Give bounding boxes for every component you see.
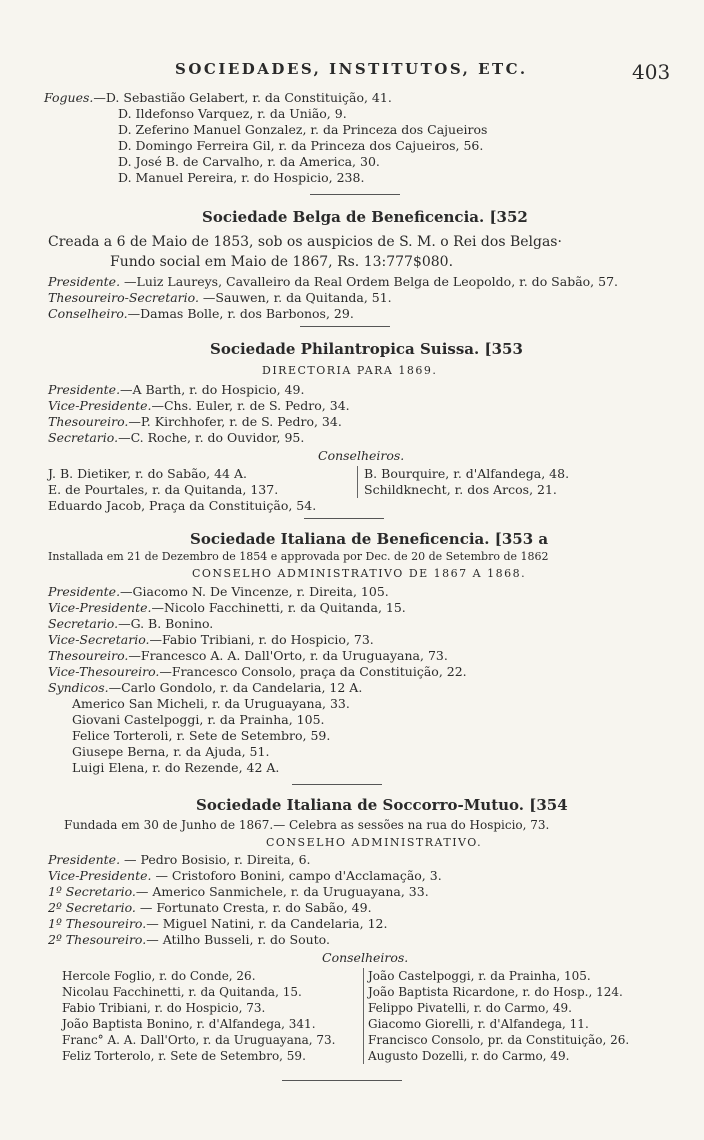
- officer-line: Thesoureiro-Secretario. —Sauwen, r. da Quitanda, 51.: [48, 290, 392, 305]
- council-member: Augusto Dozelli, r. do Carmo, 49.: [368, 1049, 570, 1063]
- officer-line: Syndicos.—Carlo Gondolo, r. da Candelaria, 12 A.: [48, 680, 363, 695]
- officer-line: Vice-Thesoureiro.—Francesco Consolo, praça da Constituição, 22.: [48, 664, 467, 679]
- council-label: Conselheiros.: [322, 950, 409, 965]
- section-rule: [292, 784, 382, 785]
- council-member: Eduardo Jacob, Praça da Constituição, 54.: [48, 498, 317, 513]
- officer-line: Vice-Presidente.—Chs. Euler, r. de S. Pedro, 34.: [48, 398, 350, 413]
- syndico-line: Giusepe Berna, r. da Ajuda, 51.: [72, 744, 270, 759]
- section-title: Sociedade Italiana de Soccorro-Mutuo. [354: [196, 796, 568, 814]
- syndico-line: Felice Torteroli, r. Sete de Setembro, 59.: [72, 728, 331, 743]
- council-member: Franc° A. A. Dall'Orto, r. da Uruguayana, 73.: [62, 1033, 336, 1047]
- officer-line: Secretario.—G. B. Bonino.: [48, 616, 214, 631]
- officer-line: Vice-Presidente.—Nicolo Facchinetti, r. da Quitanda, 15.: [48, 600, 406, 615]
- council-member: Hercole Foglio, r. do Conde, 26.: [62, 969, 256, 983]
- section-intro: Creada a 6 de Maio de 1853, sob os auspicios de S. M. o Rei dos Belgas·: [48, 234, 562, 250]
- officer-line: Vice-Presidente. — Cristoforo Bonini, campo d'Acclamação, 3.: [48, 868, 442, 883]
- entry-line: D. Domingo Ferreira Gil, r. da Princeza dos Cajueiros, 56.: [118, 138, 484, 153]
- entry-line: D. Manuel Pereira, r. do Hospicio, 238.: [118, 170, 365, 185]
- council-member: E. de Pourtales, r. da Quitanda, 137.: [48, 482, 279, 497]
- council-member: Felippo Pivatelli, r. do Carmo, 49.: [368, 1001, 572, 1015]
- officer-line: Vice-Secretario.—Fabio Tribiani, r. do Hospicio, 73.: [48, 632, 374, 647]
- officer-line: 1º Secretario.— Americo Sanmichele, r. da Uruguayana, 33.: [48, 884, 429, 899]
- entry-line: Fogues.—D. Sebastião Gelabert, r. da Constituição, 41.: [44, 90, 392, 105]
- council-member: Giacomo Giorelli, r. d'Alfandega, 11.: [368, 1017, 589, 1031]
- officer-line: Conselheiro.—Damas Bolle, r. dos Barbonos, 29.: [48, 306, 354, 321]
- officer-line: Secretario.—C. Roche, r. do Ouvidor, 95.: [48, 430, 305, 445]
- officer-line: 2º Secretario. — Fortunato Cresta, r. do Sabão, 49.: [48, 900, 372, 915]
- section-subtitle: CONSELHO ADMINISTRATIVO.: [266, 836, 483, 849]
- section-rule: [304, 518, 384, 519]
- section-intro: Fundada em 30 de Junho de 1867.— Celebra as sessões na rua do Hospicio, 73.: [64, 818, 550, 832]
- entry-line: D. José B. de Carvalho, r. da America, 30.: [118, 154, 380, 169]
- officer-line: Presidente.—A Barth, r. do Hospicio, 49.: [48, 382, 305, 397]
- council-member: B. Bourquire, r. d'Alfandega, 48.: [364, 466, 570, 481]
- officer-line: Thesoureiro.—Francesco A. A. Dall'Orto, r. da Uruguayana, 73.: [48, 648, 448, 663]
- officer-line: 1º Thesoureiro.— Miguel Natini, r. da Candelaria, 12.: [48, 916, 388, 931]
- section-subtitle: DIRECTORIA PARA 1869.: [262, 364, 438, 377]
- council-member: Fabio Tribiani, r. do Hospicio, 73.: [62, 1001, 266, 1015]
- syndico-line: Giovani Castelpoggi, r. da Prainha, 105.: [72, 712, 325, 727]
- council-member: Nicolau Facchinetti, r. da Quitanda, 15.: [62, 985, 302, 999]
- officer-line: Thesoureiro.—P. Kirchhofer, r. de S. Pedro, 34.: [48, 414, 342, 429]
- section-rule: [282, 1080, 402, 1081]
- section-title: Sociedade Italiana de Beneficencia. [353 a: [190, 530, 549, 548]
- page-header: SOCIEDADES, INSTITUTOS, ETC.: [175, 60, 528, 78]
- council-member: João Castelpoggi, r. da Prainha, 105.: [368, 969, 591, 983]
- section-rule: [300, 326, 390, 327]
- column-divider: [363, 968, 364, 1064]
- entry-line: D. Zeferino Manuel Gonzalez, r. da Princeza dos Cajueiros: [118, 122, 488, 137]
- officer-line: Presidente. —Luiz Laureys, Cavalleiro da Real Ordem Belga de Leopoldo, r. do Sabão, 57.: [48, 274, 619, 289]
- syndico-line: Luigi Elena, r. do Rezende, 42 A.: [72, 760, 280, 775]
- officer-line: Presidente.—Giacomo N. De Vincenze, r. Direita, 105.: [48, 584, 389, 599]
- column-divider: [357, 466, 358, 498]
- page-number: 403: [632, 60, 671, 84]
- section-title: Sociedade Belga de Beneficencia. [352: [202, 208, 528, 226]
- council-member: João Baptista Ricardone, r. do Hosp., 124.: [368, 985, 623, 999]
- section-intro: Fundo social em Maio de 1867, Rs. 13:777$080.: [110, 254, 454, 270]
- council-label: Conselheiros.: [318, 448, 405, 463]
- officer-line: 2º Thesoureiro.— Atilho Busseli, r. do Souto.: [48, 932, 330, 947]
- officer-line: Presidente. — Pedro Bosisio, r. Direita, 6.: [48, 852, 311, 867]
- syndico-line: Americo San Micheli, r. da Uruguayana, 33.: [72, 696, 350, 711]
- section-intro: Installada em 21 de Dezembro de 1854 e approvada por Dec. de 20 de Setembro de 1862: [48, 550, 549, 563]
- council-member: J. B. Dietiker, r. do Sabão, 44 A.: [48, 466, 247, 481]
- section-subtitle: CONSELHO ADMINISTRATIVO DE 1867 A 1868.: [192, 567, 527, 580]
- section-title: Sociedade Philantropica Suissa. [353: [210, 340, 523, 358]
- section-rule: [310, 194, 400, 195]
- council-member: Francisco Consolo, pr. da Constituição, 26.: [368, 1033, 630, 1047]
- council-member: Schildknecht, r. dos Arcos, 21.: [364, 482, 557, 497]
- entry-line: D. Ildefonso Varquez, r. da União, 9.: [118, 106, 347, 121]
- council-member: Feliz Torterolo, r. Sete de Setembro, 59.: [62, 1049, 306, 1063]
- council-member: João Baptista Bonino, r. d'Alfandega, 341.: [62, 1017, 316, 1031]
